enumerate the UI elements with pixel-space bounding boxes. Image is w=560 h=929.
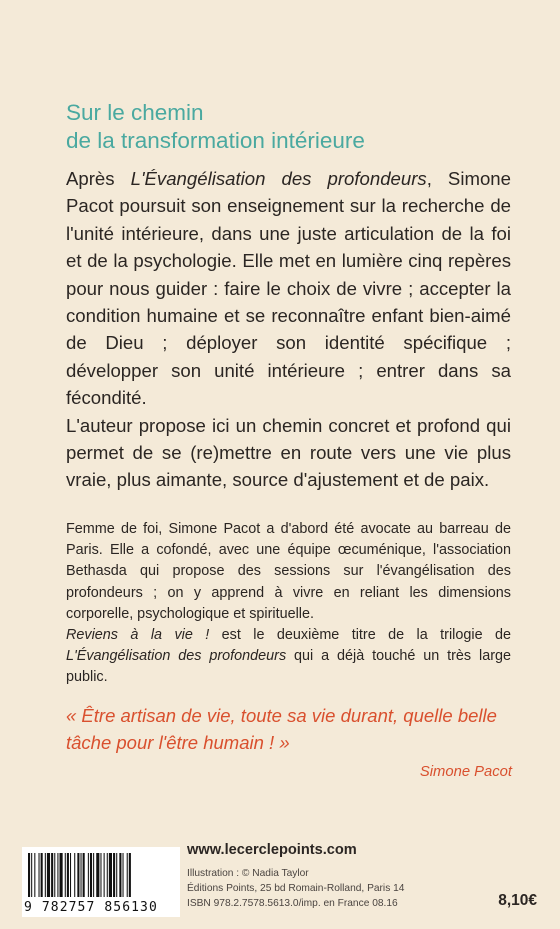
barcode-bar [81, 853, 82, 897]
barcode-bar [88, 853, 89, 897]
bio-paragraph-1: Femme de foi, Simone Pacot a d'abord été avocate au barreau de Paris. Elle a cofondé, avec une équipe œcuménique, l'association Bethasda qui propose des sessions sur l'évangélisation des profondeurs ; on y apprend à vivre en reliant les dimensions corporelle, psychologique et spirituelle. [66, 521, 511, 622]
title-line-1: Sur le chemin [66, 100, 204, 125]
barcode-bar [109, 853, 112, 897]
summary-text-segment: , Simone Pacot poursuit son enseignement sur la recherche de l'unité intérieure, dans une juste articulation de la foi et de la psychologie. Elle met en lumière cinq repères pour nous guider : faire le choix de vivre ; accepter la condition humaine et se reconnaître enfant bien-aimé de Dieu ; déployer son identité spécifique ; développer son unité intérieure ; entrer dans sa fécondité. [66, 168, 511, 409]
barcode-bar [47, 853, 50, 897]
barcode-bar [116, 853, 117, 897]
isbn-barcode [22, 847, 180, 917]
summary-text-segment: Après [66, 168, 131, 189]
bio-text-segment: est le deuxième titre de la trilogie de [209, 627, 511, 644]
barcode-bar [123, 853, 124, 897]
price: 8,10€ [498, 892, 537, 909]
barcode-bar [129, 853, 131, 897]
barcode-bar [93, 853, 94, 897]
publisher-address: Éditions Points, 25 bd Romain-Rolland, Paris 14 [187, 883, 405, 894]
barcode-bar [45, 853, 46, 897]
barcode-bar [39, 853, 40, 897]
summary-paragraph-1 [66, 165, 511, 412]
barcode-bar [119, 853, 121, 897]
publisher-website: www.lecerclepoints.com [187, 842, 357, 858]
barcode-bar [57, 853, 58, 897]
barcode-bar [34, 853, 35, 897]
barcode-bar [127, 853, 128, 897]
barcode-bar [107, 853, 108, 897]
barcode-bar [83, 853, 85, 897]
barcode-bar [74, 853, 75, 897]
quote-author: Simone Pacot [419, 764, 512, 780]
barcode-bar [67, 853, 69, 897]
barcode-bar [65, 853, 66, 897]
barcode-bar [28, 853, 30, 897]
title-line-2: de la transformation intérieure [66, 128, 365, 153]
barcode-bar [77, 853, 79, 897]
bio-book-title: Reviens à la vie ! [66, 627, 210, 644]
pull-quote: « Être artisan de vie, toute sa vie durant, quelle belle tâche pour l'être humain ! » [66, 705, 497, 753]
barcode-bar [96, 853, 99, 897]
barcode-digits: 9 782757 856130 [24, 900, 178, 915]
barcode-icon [28, 853, 174, 897]
barcode-bar [70, 853, 71, 897]
barcode-bar [54, 853, 55, 897]
barcode-bar [90, 853, 92, 897]
summary-paragraph-2: L'auteur propose ici un chemin concret et profond qui permet de se (re)mettre en route vers une vie plus vraie, plus aimante, source d'ajustement et de paix. [66, 414, 511, 491]
barcode-bar [60, 853, 63, 897]
barcode-bar [51, 853, 53, 897]
bio-text-segment: qui a déjà touché un très large public. [66, 648, 511, 686]
barcode-bar [31, 853, 32, 897]
summary-text [66, 165, 511, 494]
bio-series-title: L'Évangélisation des profondeurs [66, 648, 287, 665]
barcode-bar [113, 853, 115, 897]
page-title [66, 99, 506, 155]
barcode-bar [100, 853, 101, 897]
publication-credits [187, 866, 487, 911]
author-bio [66, 519, 511, 689]
isbn-line: ISBN 978.2.7578.5613.0/imp. en France 08.16 [187, 898, 398, 909]
summary-book-title: L'Évangélisation des profondeurs [130, 168, 427, 189]
barcode-bar [41, 853, 43, 897]
barcode-bar [104, 853, 105, 897]
bio-paragraph-2 [66, 625, 511, 689]
illustration-credit: Illustration : © Nadia Taylor [187, 868, 309, 879]
